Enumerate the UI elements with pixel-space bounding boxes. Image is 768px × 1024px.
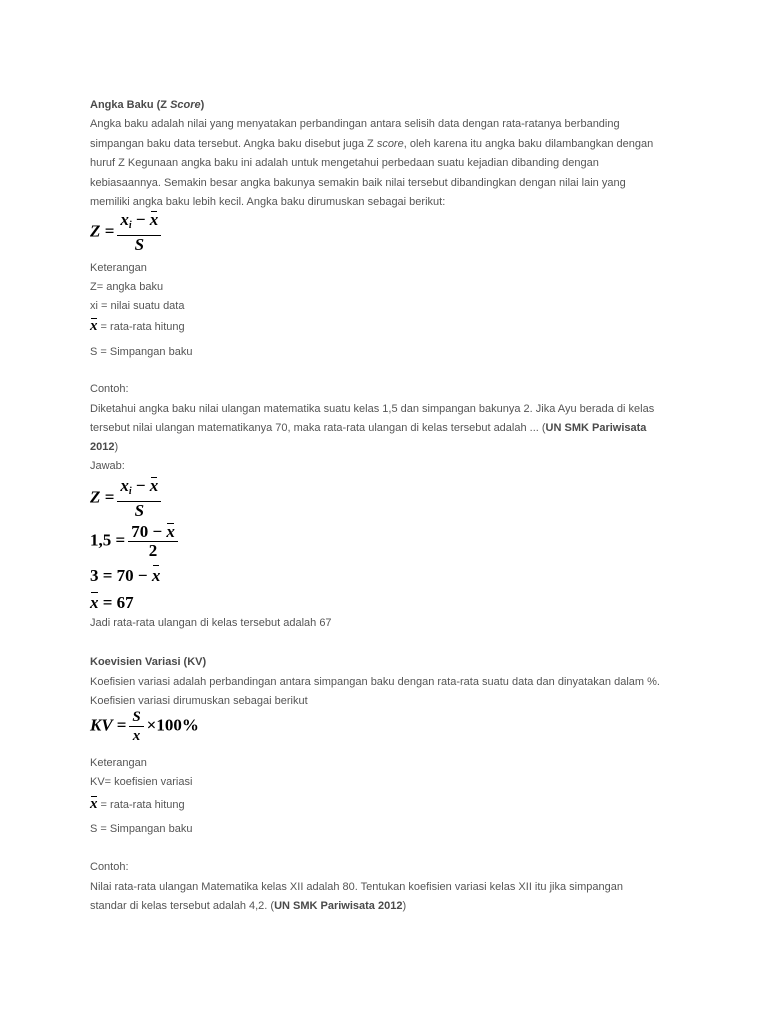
section-title-angka-baku: Angka Baku (Z Score) [90, 99, 205, 111]
example-line: standar di kelas tersebut adalah 4,2. (UN SMK Pariwisata 2012) [90, 900, 407, 912]
paragraph-line: memiliki angka baku lebih kecil. Angka baku dirumuskan sebagai berikut: [90, 196, 446, 208]
paragraph-line: Angka baku adalah nilai yang menyatakan perbandingan antara selisih data dengan rata-ratanya berbanding [90, 118, 620, 130]
example-line: Diketahui angka baku nilai ulangan matematika suatu kelas 1,5 dan simpangan bakunya 2. Jika Ayu berada di kelas [90, 403, 655, 415]
paragraph-line: simpangan baku data tersebut. Angka baku disebut juga Z score, oleh karena itu angka baku dilambangkan dengan [90, 138, 654, 150]
example-title: Contoh: [90, 383, 129, 395]
paragraph-line: kebiasaannya. Semakin besar angka bakunya semakin baik nilai tersebut dibandingkan dengan nilai lain yang [90, 177, 626, 189]
solution-formula-4: x = 67 [90, 593, 134, 612]
legend-xi: xi = nilai suatu data [90, 300, 185, 312]
example-line: 2012) [90, 441, 119, 453]
solution-formula-2: 1,5 = $\frac{70 - x}{2}$ [90, 524, 181, 559]
keterangan-label: Keterangan [90, 757, 147, 769]
legend-xbar: x = rata-rata hitung [90, 318, 185, 334]
example-line: Nilai rata-rata ulangan Matematika kelas XII adalah 80. Tentukan koefisien variasi kelas XII itu jika simpangan [90, 881, 623, 893]
legend-kv: KV= koefisien variasi [90, 776, 193, 788]
legend-z: Z= angka baku [90, 281, 164, 293]
paragraph-line: huruf Z Kegunaan angka baku ini adalah untuk mengetahui perbedaan suatu kejadian dibanding dengan [90, 157, 599, 169]
section-title-koefisien-variasi: Koevisien Variasi (KV) [90, 656, 207, 668]
paragraph-line: Koefisien variasi dirumuskan sebagai berikut [90, 695, 308, 707]
kv-formula: KV = $\frac{S}{x}$ ×100% [90, 709, 199, 744]
example-title: Contoh: [90, 861, 129, 873]
legend-xbar: x = rata-rata hitung [90, 796, 185, 812]
jawab-label: Jawab: [90, 460, 125, 472]
solution-formula-3: 3 = 70 − x [90, 566, 161, 585]
paragraph-line: Koefisien variasi adalah perbandingan antara simpangan baku dengan rata-rata suatu data dan dinyatakan dalam %. [90, 676, 660, 688]
conclusion-text: Jadi rata-rata ulangan di kelas tersebut adalah 67 [90, 617, 332, 629]
example-line: tersebut nilai ulangan matematikanya 70, maka rata-rata ulangan di kelas tersebut adalah ... (UN SMK Pariwisata [90, 422, 647, 434]
legend-s: S = Simpangan baku [90, 346, 193, 358]
solution-formula-1: Z = $\frac{x_i - x}{S}$ [90, 478, 164, 519]
legend-s: S = Simpangan baku [90, 823, 193, 835]
z-score-formula: Z = $\frac{x_i - x}{S}$ [90, 212, 164, 253]
keterangan-label: Keterangan [90, 262, 147, 274]
